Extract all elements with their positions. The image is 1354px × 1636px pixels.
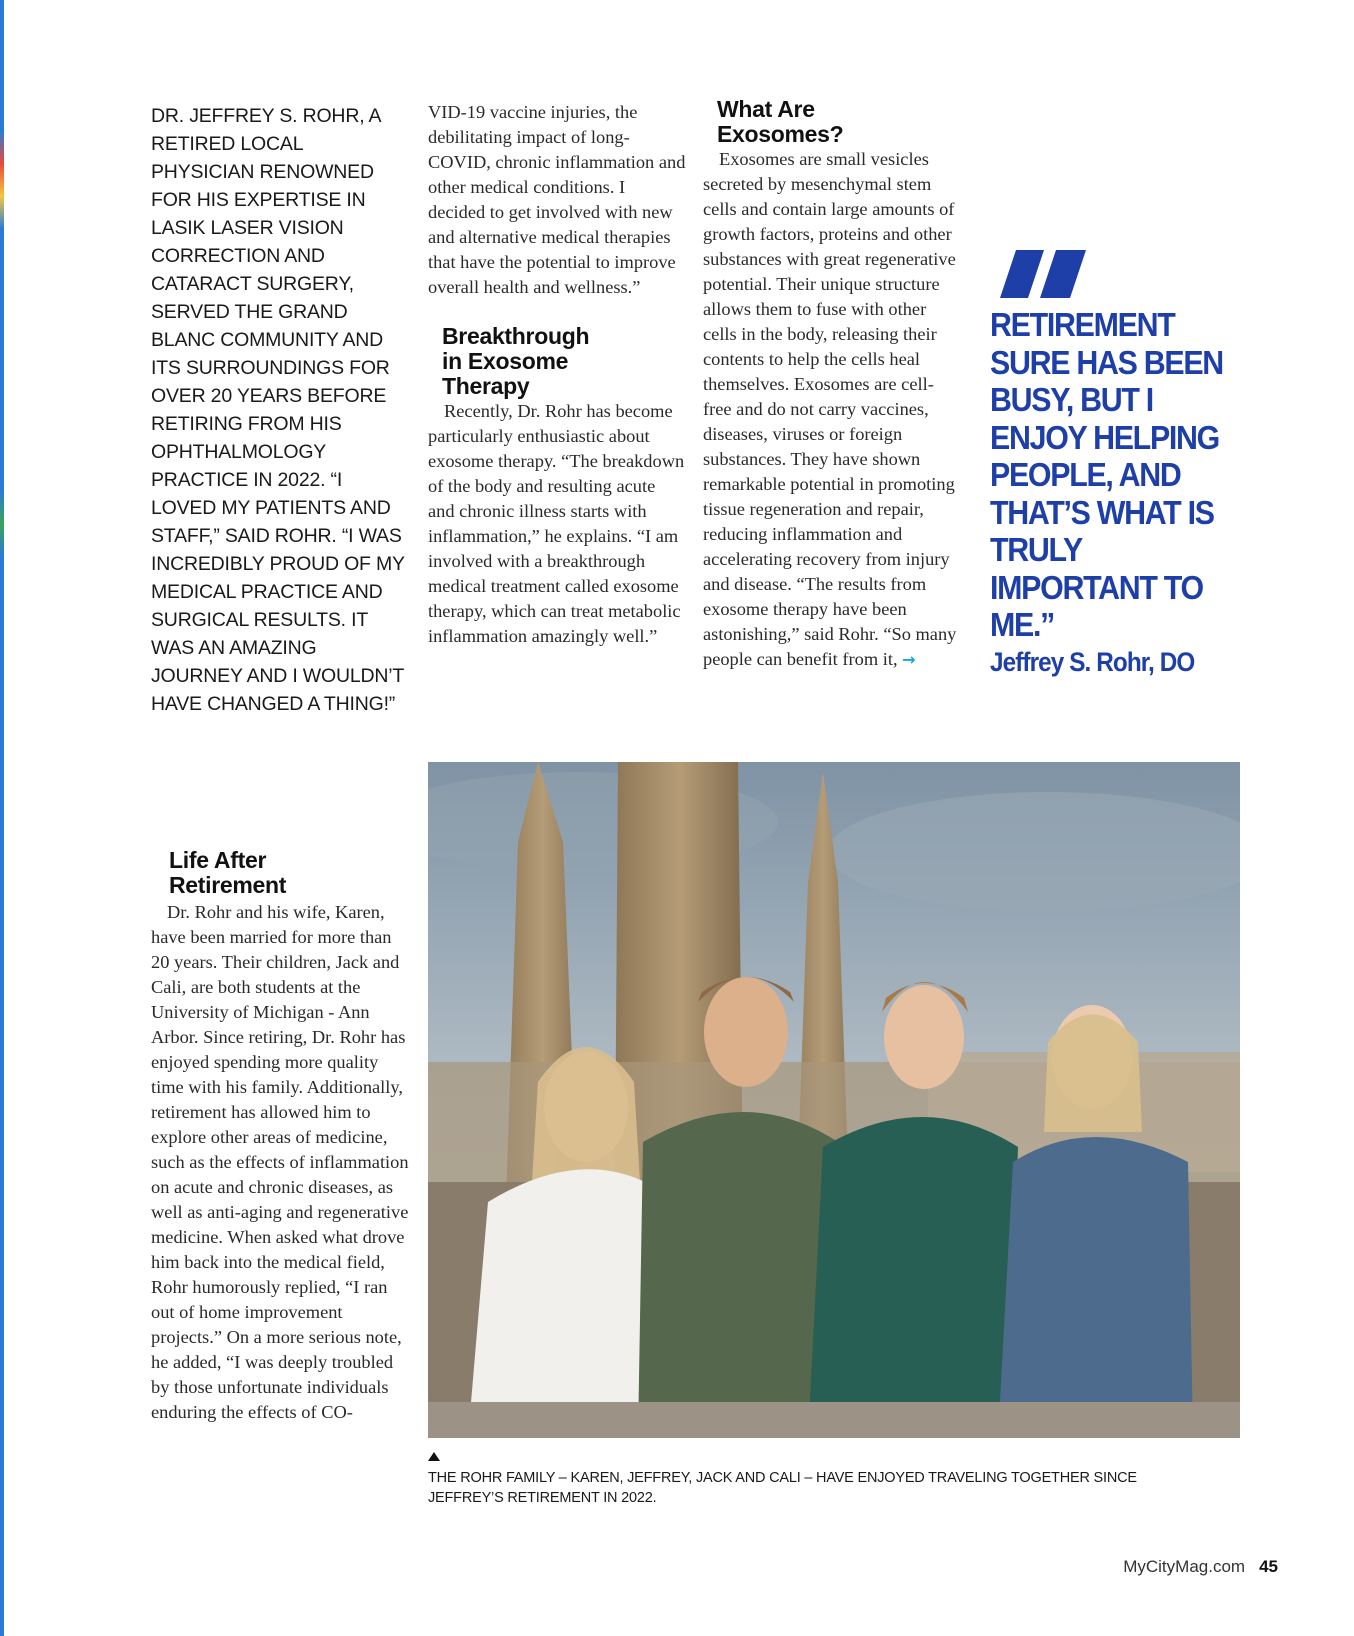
- breakthrough-heading-line2: in Exosome: [442, 348, 569, 374]
- pull-quote-text: RETIREMENT SURE HAS BEEN BUSY, BUT I ENJOY HELPING PEOPLE, AND THAT’S WHAT IS TRULY IMPORTANT TO ME.”: [990, 306, 1223, 643]
- middle-column: [428, 100, 686, 649]
- breakthrough-heading-line3: Therapy: [442, 373, 530, 399]
- right-column: [703, 97, 959, 672]
- photo-caption: THE ROHR FAMILY – KAREN, JEFFREY, JACK AND CALI – HAVE ENJOYED TRAVELING TOGETHER SINCE JEFFREY’S RETIREMENT IN 2022.: [428, 1470, 1137, 1506]
- caption-triangle-icon: [428, 1452, 440, 1461]
- family-photo: [428, 762, 1240, 1438]
- lead-paragraph: DR. JEFFREY S. ROHR, A RETIRED LOCAL PHYSICIAN RENOWNED FOR HIS EXPERTISE IN LASIK LASER VISION CORRECTION AND CATARACT SURGERY, SERVED THE GRAND BLANC COMMUNITY AND ITS SURROUNDINGS FOR OVER 20 YEARS BEFORE RETIRING FROM HIS OPHTHALMOLOGY PRACTICE IN 2022. “I LOVED MY PATIENTS AND STAFF,” SAID ROHR. “I WAS INCREDIBLY PROUD OF MY MEDICAL PRACTICE AND SURGICAL RESULTS. IT WAS AN AMAZING JOURNEY AND I WOULDN’T HAVE CHANGED A THING!”: [151, 105, 405, 715]
- breakthrough-heading: [442, 324, 686, 399]
- pull-quote-attribution: Jeffrey S. Rohr, DO: [990, 646, 1195, 677]
- life-after-section: [151, 848, 409, 1425]
- life-after-body: Dr. Rohr and his wife, Karen, have been married for more than 20 years. Their children, Jack and Cali, are both students at the University of Michigan - Ann Arbor. Since retiring, Dr. Rohr has enjoyed spending more quality time with his family. Additionally, retirement has allowed him to explore other areas of medicine, such as the effects of inflammation on acute and chronic diseases, as well as anti-aging and regenerative medicine. When asked what drove him back into the medical field, Rohr humorously replied, “I ran out of home improvement projects.” On a more serious note, he added, “I was deeply troubled by those unfortunate individuals enduring the effects of CO-: [151, 902, 409, 1422]
- page-footer: [1123, 1557, 1278, 1577]
- page-number: 45: [1259, 1557, 1278, 1576]
- life-after-heading-line1: Life After: [169, 847, 267, 873]
- quote-mark-icon: [1000, 250, 1092, 298]
- exosomes-heading: [717, 97, 959, 147]
- exosomes-body: [703, 147, 959, 672]
- footer-site: MyCityMag.com: [1123, 1557, 1246, 1576]
- breakthrough-body: Recently, Dr. Rohr has become particularly enthusiastic about exosome therapy. “The breakdown of the body and resulting acute and chronic illness starts with inflammation,” he explains. “I am involved with a breakthrough medical treatment called exosome therapy, which can treat metabolic inflammation amazingly well.”: [428, 401, 685, 646]
- exosomes-heading-line1: What Are: [717, 96, 815, 122]
- middle-continued-text: VID-19 vaccine injuries, the debilitating impact of long-COVID, chronic inflammation and other medical conditions. I decided to get involved with new and alternative medical therapies that have the potential to improve overall health and wellness.”: [428, 102, 686, 297]
- breakthrough-heading-line1: Breakthrough: [442, 323, 590, 349]
- life-after-heading: [169, 848, 409, 898]
- exosomes-body-text: Exosomes are small vesicles secreted by mesenchymal stem cells and contain large amounts of growth factors, proteins and other substances with great regenerative potential. Their unique structure allows them to fuse with other cells in the body, releasing their contents to help the cells heal themselves. Exosomes are cell-free and do not carry vaccines, diseases, viruses or foreign substances. They have shown remarkable potential in promoting tissue regeneration and repair, reducing inflammation and accelerating recovery from injury and disease. “The results from exosome therapy have been astonishing,” said Rohr. “So many people can benefit from it,: [703, 149, 957, 669]
- life-after-heading-line2: Retirement: [169, 872, 287, 898]
- continue-arrow-icon: →: [902, 650, 916, 669]
- exosomes-heading-line2: Exosomes?: [717, 121, 844, 147]
- pull-quote: [990, 250, 1230, 678]
- family-photo-illustration: [428, 762, 1240, 1438]
- page-edge-strip: [0, 0, 4, 1636]
